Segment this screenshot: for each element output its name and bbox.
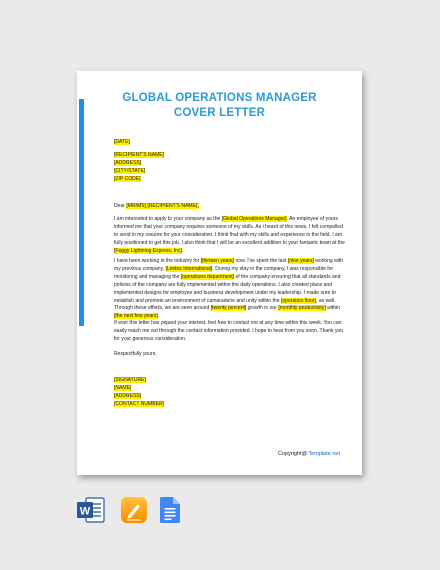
last-years-field: [nine years] (287, 258, 314, 264)
paragraph-1: I am interested to apply to your company as the [Global Operations Manager]. An employee of yours informed me that your company requires someone of my skills. As i heard of this news, I felt compelled to send in my resume for your consideration. I think that with my skills and experience in the field, I am fully positioned to get this job. I also think that I will be an excellent addition to your fantastic team at the [Foggy Lightning Express, Inc]. (114, 216, 345, 254)
svg-text:W: W (79, 505, 91, 518)
copyright-footer: Copyright@ Template.net (277, 451, 340, 457)
title-line-1: GLOBAL OPERATIONS MANAGER (122, 92, 317, 104)
signature-field: [SIGNATURE] (114, 377, 146, 383)
template-net-link[interactable]: Template.net (308, 451, 340, 457)
title-line-2: COVER LETTER (173, 107, 266, 119)
growth-field: [twenty percent] (210, 305, 247, 312)
productivity-field: [monthly productivity] (278, 305, 326, 312)
closing: Respectfully yours, (114, 351, 157, 357)
recipient-block (114, 152, 346, 184)
zip-field: [ZIP CODE] (114, 175, 141, 182)
name-field: [NAME] (114, 384, 132, 391)
signature-block (114, 377, 346, 409)
recipient-name-field: [RECIPIENT'S NAME] (114, 152, 165, 158)
signature-address-field: [ADDRESS] (114, 392, 142, 399)
date-block (114, 139, 346, 147)
contact-number-field: [CONTACT NUMBER] (114, 400, 165, 407)
accent-bar (79, 99, 84, 326)
document-page (77, 71, 362, 475)
word-icon[interactable] (76, 497, 106, 528)
years-field: [thirteen years] (200, 258, 235, 264)
position-field: [Global Operations Manager] (221, 216, 287, 222)
paragraph-3: If ever this letter has piqued your interest, feel free to contact me at any time within this week. You can easily reach me out through the contact information provided. I hope to hear from you soon. Thank you for your generous consideration. (114, 320, 344, 342)
salutation: Dear [MR/MS] [RECIPIENT'S NAME], (114, 203, 199, 209)
pages-icon[interactable] (121, 497, 147, 528)
floor-field: [operation floor] (280, 297, 317, 304)
date-field: [DATE] (114, 139, 130, 145)
city-state-field: [CITY/STATE] (114, 167, 146, 174)
period-field: [the next few years] (114, 313, 158, 320)
department-field: [operations department] (180, 273, 235, 280)
company-field: [Foggy Lightning Express, Inc] (114, 247, 182, 254)
previous-company-field: [Leidos International] (165, 265, 213, 272)
google-docs-icon[interactable] (160, 497, 180, 528)
address-field: [ADDRESS] (114, 159, 142, 166)
paragraph-2: I have been working in the industry for [thirteen years] now. I've spent the last [nine years] working with my previous company, [Leidos International]. During my stay in the company, I was responsible for monitoring and managing the [operations department] of the company ensuring that all standards and policies of the company are fully implemented within the daily operations. I also created plans and implemented designs for employee and business development under my leadership. I made sure to establish and promote an environment of camaraderie and unity within the [operation floor], as well. Through these efforts, we are seen around [twenty percent] growth in our [monthly productivity] within [the next few years]. (114, 258, 344, 320)
salutation-name-field: [MR/MS] [RECIPIENT'S NAME], (126, 203, 199, 209)
